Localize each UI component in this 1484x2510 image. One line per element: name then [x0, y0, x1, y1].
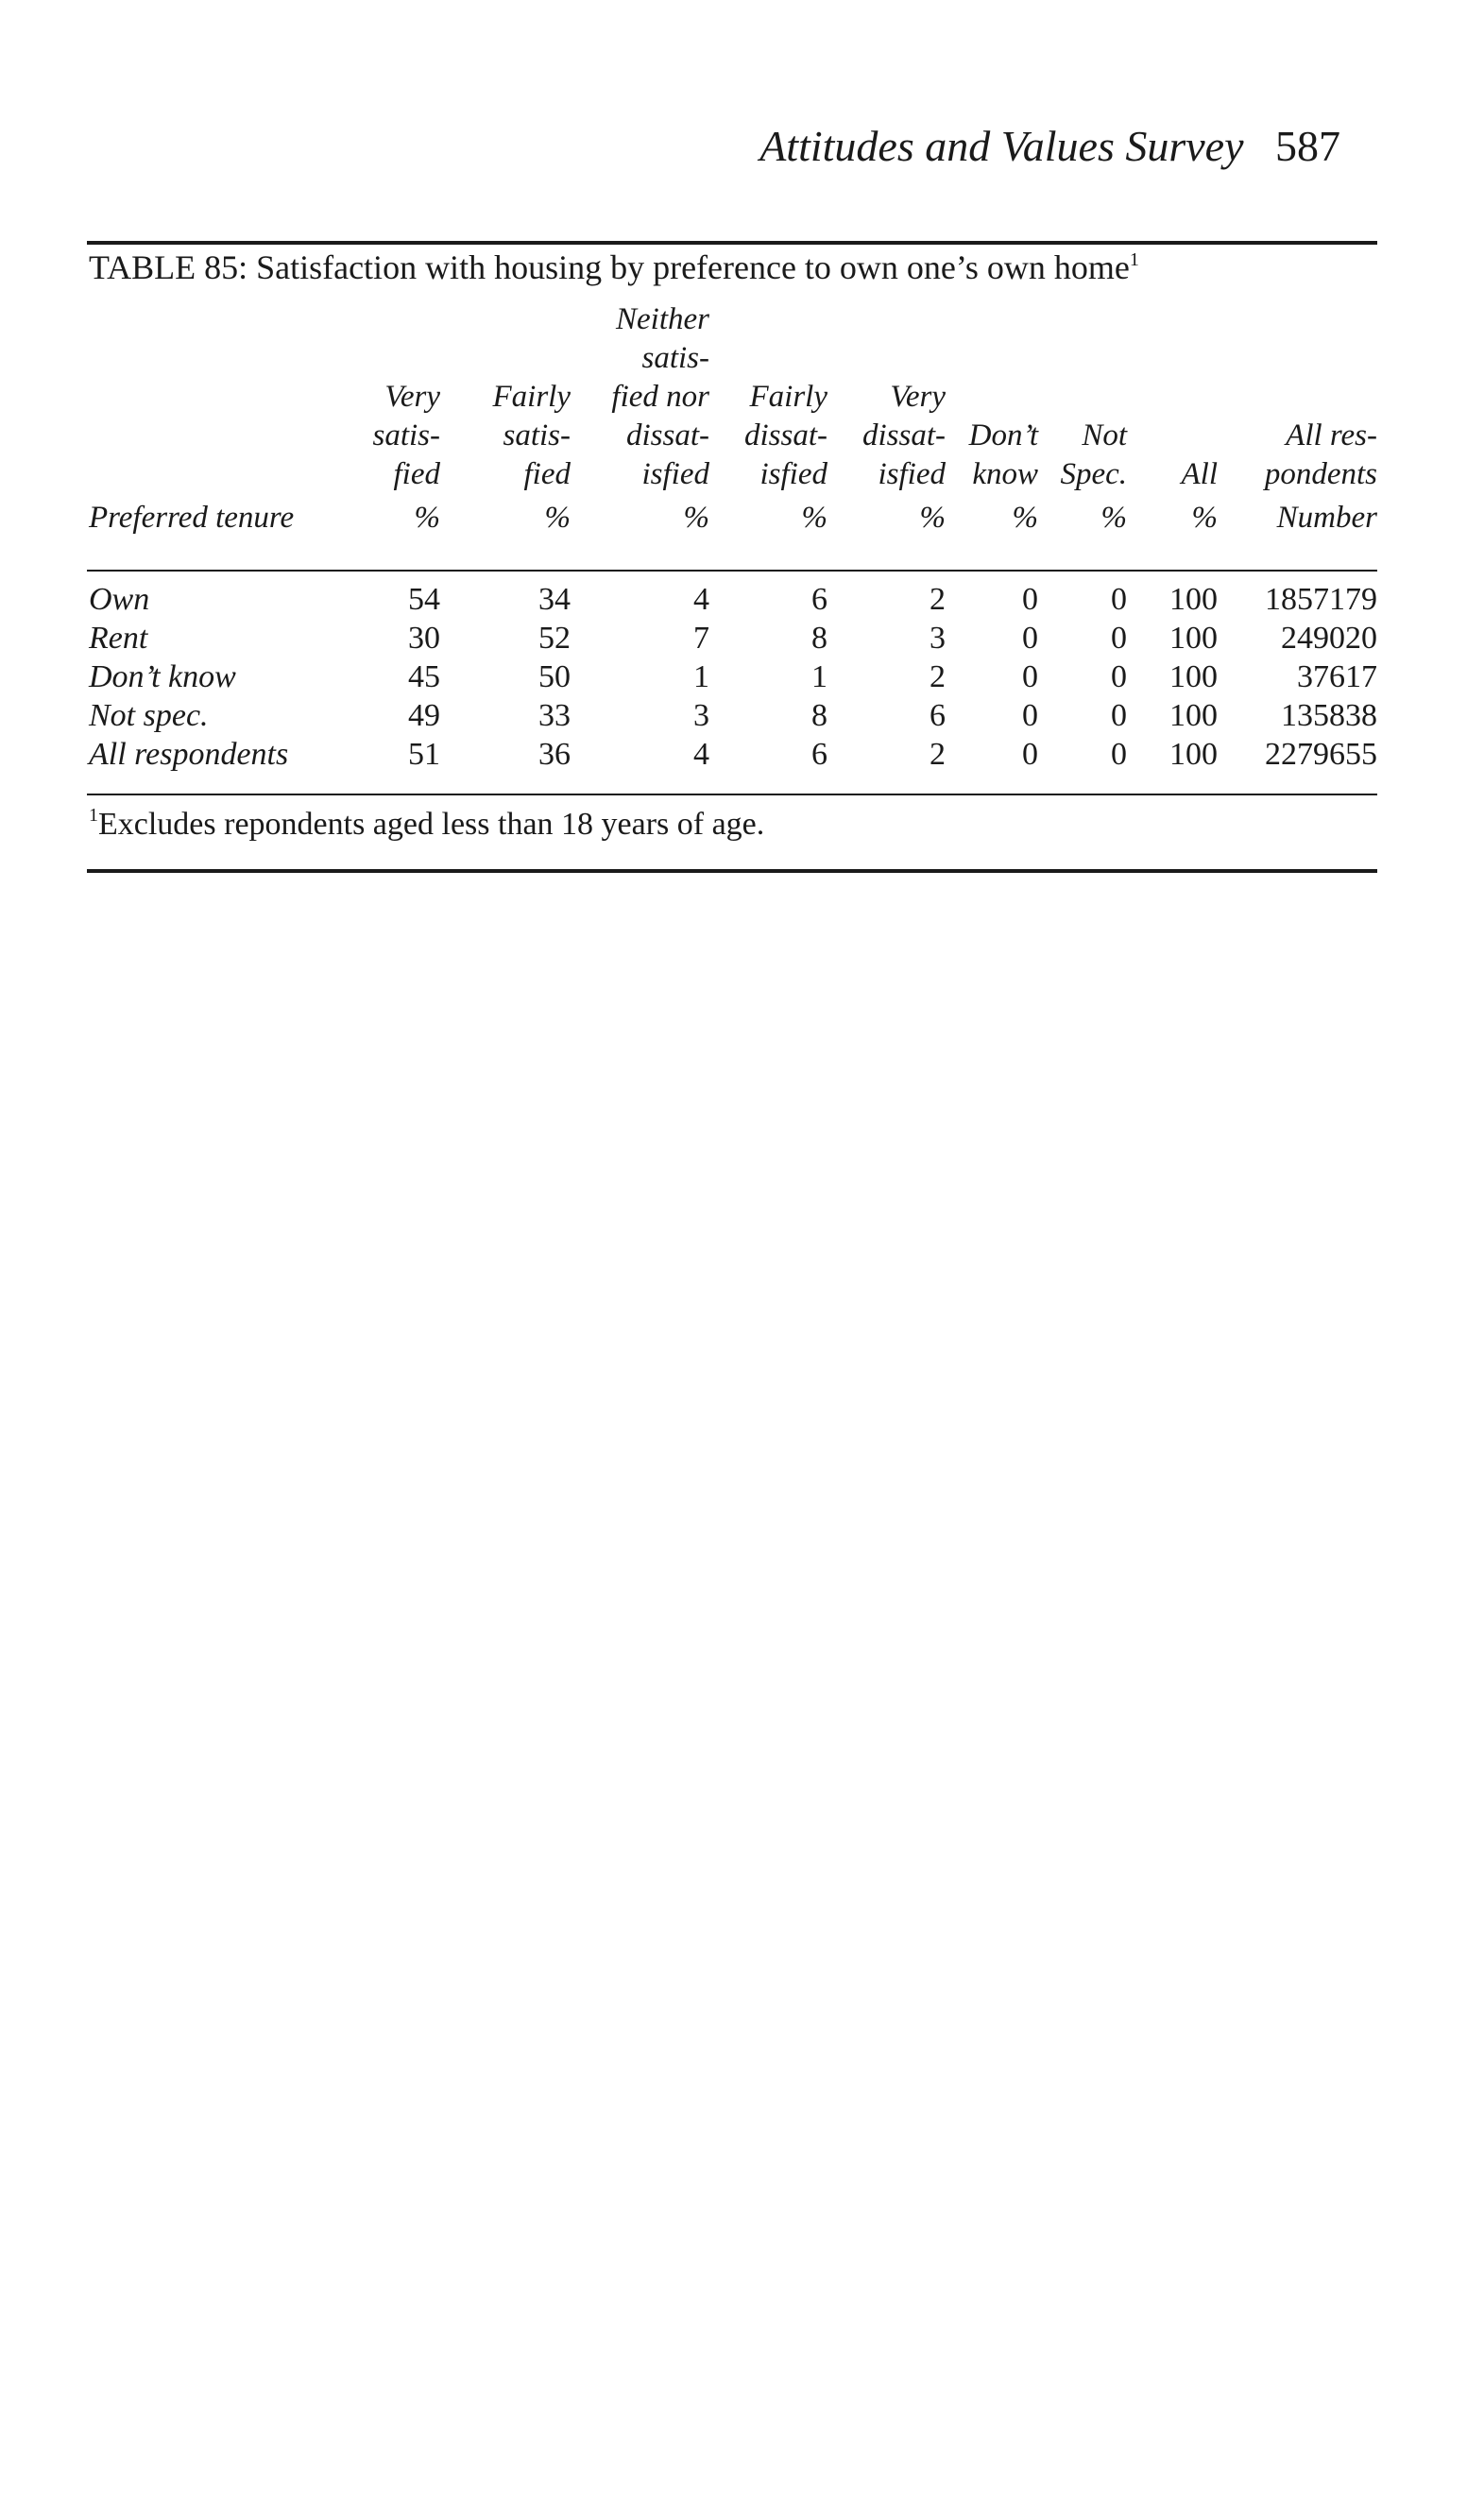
table-cell: 1	[693, 659, 709, 694]
table-cell: 100	[1169, 698, 1218, 733]
table-cell: 0	[1111, 582, 1127, 617]
bottom-rule	[87, 869, 1377, 873]
table-cell: 4	[693, 737, 709, 772]
page-header	[759, 121, 1340, 171]
row-label-dont-know: Don’t know	[89, 659, 236, 694]
col-header-all-respondents: All res- pondents	[1264, 418, 1377, 491]
table-cell: 30	[408, 621, 440, 656]
footnote-text: Excludes repondents aged less than 18 years of age.	[98, 807, 765, 842]
table-cell: 6	[930, 698, 946, 733]
footnote-mark: 1	[89, 805, 98, 826]
header-rule	[87, 570, 1377, 572]
col-header-very-satisfied: Very satis- fied	[372, 380, 440, 491]
unit-fairly-dissatisfied: %	[801, 501, 827, 535]
table-title	[89, 248, 1139, 287]
table-cell: 1	[811, 659, 827, 694]
table-cell: 0	[1111, 621, 1127, 656]
table-cell: 4	[693, 582, 709, 617]
table-cell: 3	[930, 621, 946, 656]
table-cell: 6	[811, 737, 827, 772]
table-cell: 52	[538, 621, 571, 656]
table-cell: 8	[811, 698, 827, 733]
table-cell: 0	[1111, 698, 1127, 733]
col-header-very-dissatisfied: Very dissat- isfied	[861, 380, 946, 491]
table-cell: 50	[538, 659, 571, 694]
table-cell: 0	[1022, 659, 1038, 694]
table-cell: 0	[1111, 737, 1127, 772]
table-cell: 49	[408, 698, 440, 733]
table-cell: 0	[1022, 737, 1038, 772]
col-header-neither: Neither satis- fied nor dissat- isfied	[611, 302, 709, 491]
unit-not-spec: %	[1100, 501, 1127, 535]
row-label-not-spec: Not spec.	[89, 698, 209, 733]
stub-header: Preferred tenure	[89, 501, 295, 535]
table-cell: 1857179	[1265, 582, 1377, 617]
table-cell: 37617	[1297, 659, 1377, 694]
table-cell: 135838	[1281, 698, 1377, 733]
unit-very-dissatisfied: %	[919, 501, 946, 535]
table-cell: 2	[930, 659, 946, 694]
footnote-rule	[87, 794, 1377, 795]
col-header-not-spec: Not Spec.	[1060, 418, 1127, 491]
unit-all-respondents: Number	[1276, 501, 1377, 535]
table-cell: 54	[408, 582, 440, 617]
footnote	[89, 805, 764, 843]
table-cell: 100	[1169, 621, 1218, 656]
col-header-all: All	[1181, 457, 1218, 491]
row-label-all-respondents: All respondents	[89, 737, 289, 772]
table-cell: 45	[408, 659, 440, 694]
table-cell: 100	[1169, 659, 1218, 694]
table-cell: 34	[538, 582, 571, 617]
table-cell: 51	[408, 737, 440, 772]
table-cell: 0	[1111, 659, 1127, 694]
table-cell: 8	[811, 621, 827, 656]
table-cell: 0	[1022, 582, 1038, 617]
table-cell: 2	[930, 582, 946, 617]
table-cell: 100	[1169, 582, 1218, 617]
table-title-text: TABLE 85: Satisfaction with housing by preference to own one’s own home	[89, 248, 1130, 286]
page-number: 587	[1275, 122, 1340, 170]
table-cell: 2	[930, 737, 946, 772]
running-title: Attitudes and Values Survey	[759, 122, 1244, 170]
col-header-fairly-dissatisfied: Fairly dissat- isfied	[743, 380, 827, 491]
table-cell: 2279655	[1265, 737, 1377, 772]
col-header-dont-know: Don’t know	[968, 418, 1038, 491]
unit-all: %	[1191, 501, 1218, 535]
top-rule	[87, 241, 1377, 245]
row-label-own: Own	[89, 582, 150, 617]
table-cell: 0	[1022, 621, 1038, 656]
title-footnote-mark: 1	[1129, 249, 1139, 270]
table-cell: 6	[811, 582, 827, 617]
table-cell: 249020	[1281, 621, 1377, 656]
unit-very-satisfied: %	[414, 501, 440, 535]
table-cell: 7	[693, 621, 709, 656]
col-header-fairly-satisfied: Fairly satis- fied	[492, 380, 571, 491]
table-cell: 33	[538, 698, 571, 733]
row-label-rent: Rent	[89, 621, 148, 656]
table-cell: 100	[1169, 737, 1218, 772]
unit-neither: %	[683, 501, 709, 535]
table-cell: 0	[1022, 698, 1038, 733]
unit-dont-know: %	[1012, 501, 1038, 535]
table-cell: 36	[538, 737, 571, 772]
table-cell: 3	[693, 698, 709, 733]
unit-fairly-satisfied: %	[544, 501, 571, 535]
